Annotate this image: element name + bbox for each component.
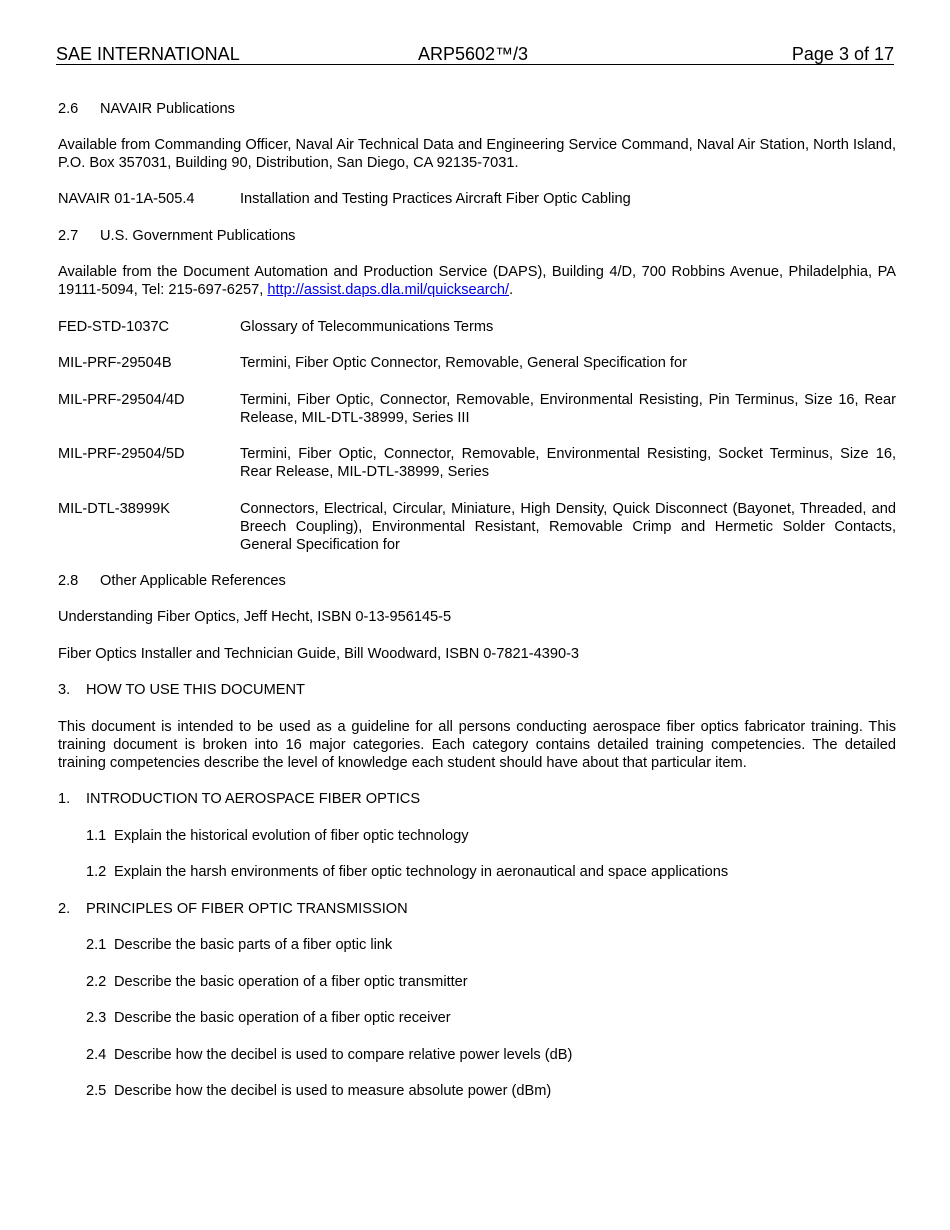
reference-description: Termini, Fiber Optic Connector, Removable, General Specification for <box>240 355 687 371</box>
page-header <box>56 44 894 65</box>
section-title: U.S. Government Publications <box>100 228 296 244</box>
topic-heading <box>58 900 896 918</box>
section-number: 2.6 <box>58 101 79 117</box>
section-2-6-heading <box>58 100 896 118</box>
reference-code: NAVAIR 01-1A-505.4 <box>58 191 195 207</box>
reference-code: MIL-PRF-29504/5D <box>58 446 185 462</box>
reference-code: MIL-PRF-29504B <box>58 355 172 371</box>
section-title: Other Applicable References <box>100 573 286 589</box>
section-2-7-heading <box>58 227 896 245</box>
item-text: Describe how the decibel is used to measure absolute power (dBm) <box>114 1083 552 1099</box>
reference-code: MIL-PRF-29504/4D <box>58 392 185 408</box>
item-text: Describe the basic parts of a fiber optic link <box>114 937 393 953</box>
availability-text: Available from the Document Automation and Production Service (DAPS), Building 4/D, 700 Robbins Avenue, Philadelphia, PA 19111-5094, Tel: 215-697-6257, <box>58 264 896 298</box>
topic-title: INTRODUCTION TO AEROSPACE FIBER OPTICS <box>86 791 421 807</box>
reference-entry <box>58 354 896 372</box>
section-3-paragraph: This document is intended to be used as a guideline for all persons conducting aerospace fiber optics fabricator training. This training document is broken into 16 major categories. Each category contains detailed training competencies. The detailed training competencies describe the level of knowledge each student should have about that particular item. <box>58 719 896 771</box>
reference-description: Connectors, Electrical, Circular, Miniature, High Density, Quick Disconnect (Bayonet, Threaded, and Breech Coupling), Environmental Resistant, Removable Crimp and Hermetic Solder Contacts, General Specification for <box>240 501 896 553</box>
item-number: 2.3 <box>86 1010 107 1026</box>
usgov-availability <box>58 263 896 299</box>
availability-tail: . <box>509 282 514 298</box>
item-text: Explain the harsh environments of fiber optic technology in aeronautical and space applications <box>114 864 729 880</box>
competency-item <box>86 1009 451 1027</box>
reference-code: FED-STD-1037C <box>58 319 170 335</box>
other-reference: Fiber Optics Installer and Technician Guide, Bill Woodward, ISBN 0-7821-4390-3 <box>58 646 580 662</box>
competency-item <box>86 973 468 991</box>
reference-description: Termini, Fiber Optic, Connector, Removable, Environmental Resisting, Socket Terminus, Size 16, Rear Release, MIL-DTL-38999, Series <box>240 446 896 480</box>
topic-number: 2. <box>58 901 71 917</box>
section-title: NAVAIR Publications <box>100 101 235 117</box>
competency-item <box>86 936 392 954</box>
competency-item <box>86 1046 572 1064</box>
other-reference: Understanding Fiber Optics, Jeff Hecht, ISBN 0-13-956145-5 <box>58 609 452 625</box>
section-title: HOW TO USE THIS DOCUMENT <box>86 682 305 698</box>
item-text: Explain the historical evolution of fiber optic technology <box>114 828 469 844</box>
reference-entry <box>58 500 896 554</box>
topic-number: 1. <box>58 791 71 807</box>
competency-item <box>86 1082 551 1100</box>
reference-description: Glossary of Telecommunications Terms <box>240 319 494 335</box>
quicksearch-link[interactable]: http://assist.daps.dla.mil/quicksearch/ <box>267 282 510 298</box>
item-text: Describe how the decibel is used to compare relative power levels (dB) <box>114 1047 573 1063</box>
reference-code: MIL-DTL-38999K <box>58 501 170 517</box>
navair-availability: Available from Commanding Officer, Naval Air Technical Data and Engineering Service Command, Naval Air Station, North Island, P.O. Box 357031, Building 90, Distribution, San Diego, CA 92135-7031. <box>58 137 896 171</box>
section-3-heading <box>58 681 896 699</box>
item-number: 2.1 <box>86 937 107 953</box>
topic-heading <box>58 790 896 808</box>
competency-item <box>86 827 469 845</box>
header-doc-id: ARP5602™/3 <box>418 44 529 64</box>
reference-entry <box>58 318 896 336</box>
reference-description: Termini, Fiber Optic, Connector, Removable, Environmental Resisting, Pin Terminus, Size 16, Rear Release, MIL-DTL-38999, Series III <box>240 392 896 426</box>
reference-description: Installation and Testing Practices Aircraft Fiber Optic Cabling <box>240 191 631 207</box>
section-number: 3. <box>58 682 71 698</box>
item-number: 2.4 <box>86 1047 107 1063</box>
header-org: SAE INTERNATIONAL <box>56 44 240 64</box>
header-page-number: Page 3 of 17 <box>791 44 894 64</box>
item-text: Describe the basic operation of a fiber optic transmitter <box>114 974 468 990</box>
item-number: 2.2 <box>86 974 107 990</box>
section-number: 2.7 <box>58 228 79 244</box>
topic-title: PRINCIPLES OF FIBER OPTIC TRANSMISSION <box>86 901 408 917</box>
item-number: 1.2 <box>86 864 107 880</box>
section-number: 2.8 <box>58 573 79 589</box>
reference-entry <box>58 445 896 481</box>
competency-item <box>86 863 728 881</box>
reference-entry <box>58 391 896 427</box>
item-number: 1.1 <box>86 828 107 844</box>
item-number: 2.5 <box>86 1083 107 1099</box>
section-2-8-heading <box>58 572 896 590</box>
reference-entry <box>58 190 896 208</box>
item-text: Describe the basic operation of a fiber optic receiver <box>114 1010 451 1026</box>
